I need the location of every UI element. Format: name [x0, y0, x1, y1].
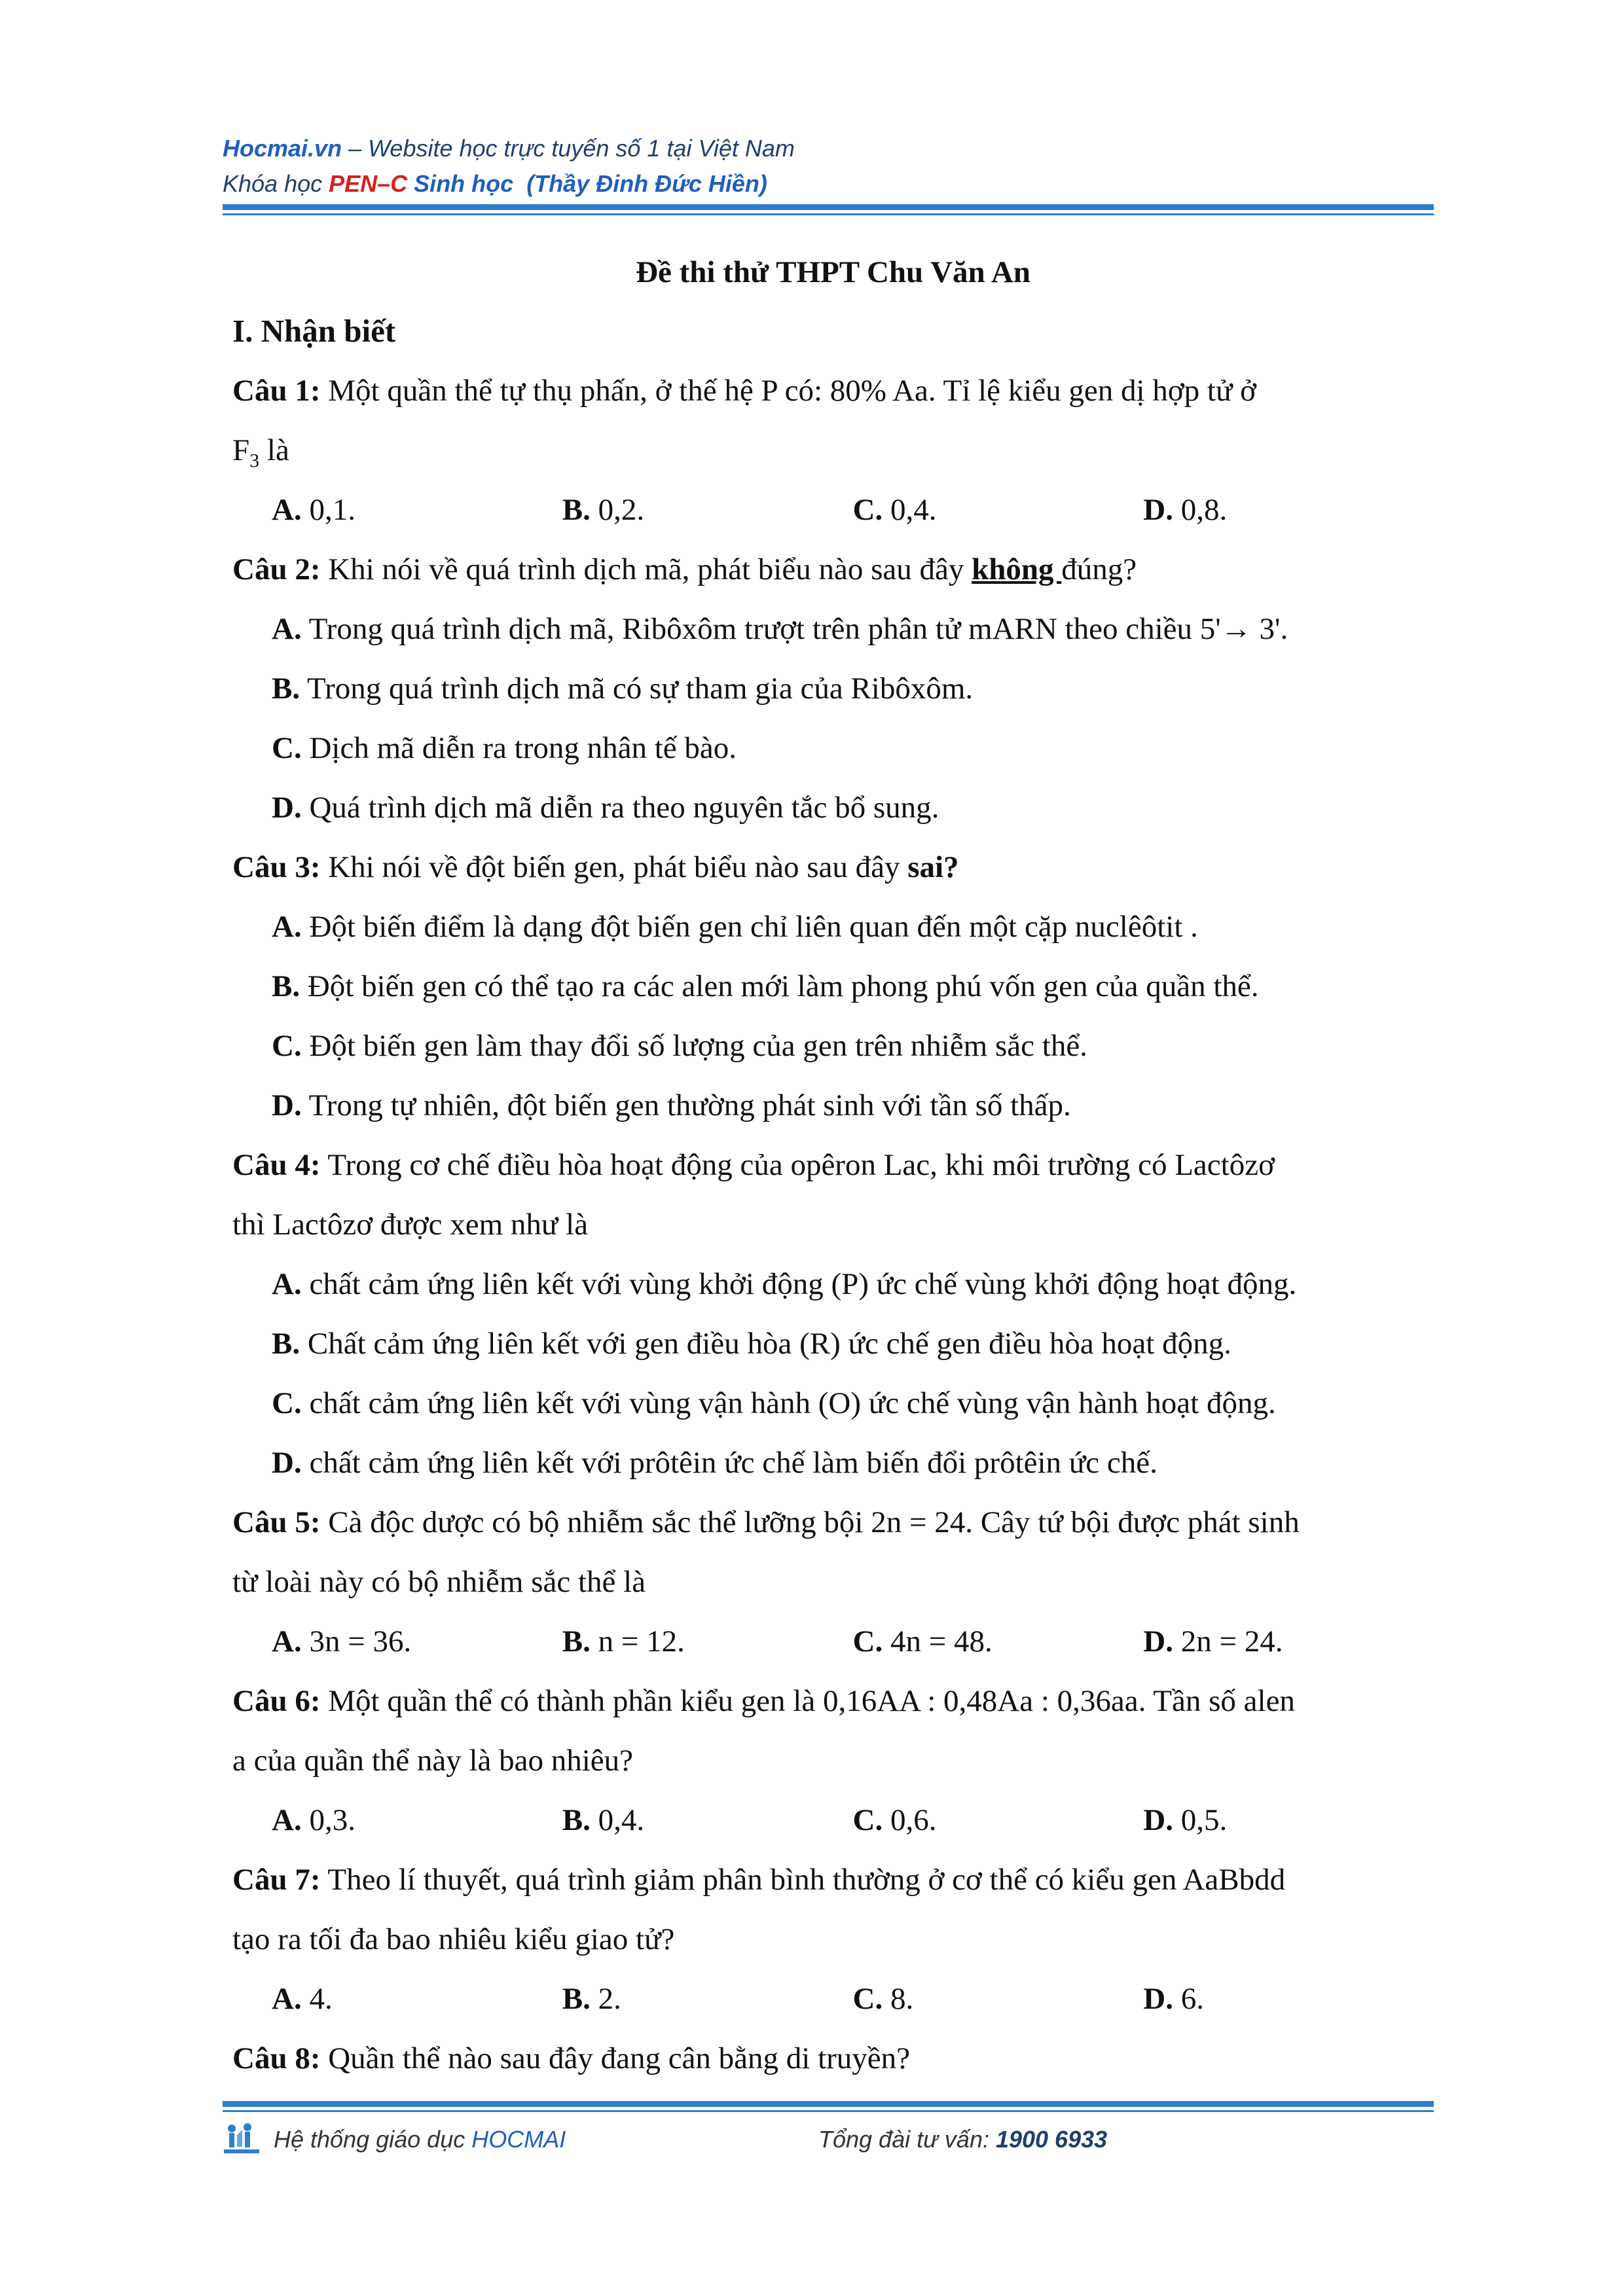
- option-a[interactable]: [272, 480, 562, 540]
- option-text: Trong quá trình dịch mã có sự tham gia của Ribôxôm.: [300, 672, 974, 706]
- options-grid: [232, 480, 1434, 540]
- option-c[interactable]: [232, 1374, 1434, 1433]
- option-d[interactable]: [232, 1076, 1434, 1136]
- question-5: [232, 1493, 1434, 1672]
- header-brand[interactable]: Hocmai.vn: [223, 135, 342, 162]
- option-d[interactable]: [1143, 1612, 1434, 1672]
- question-3: [232, 838, 1434, 1136]
- option-text: 0,8.: [1173, 493, 1228, 527]
- option-text: Dịch mã diễn ra trong nhân tế bào.: [301, 731, 737, 765]
- option-c[interactable]: [853, 480, 1144, 540]
- question-text: tạo ra tối đa bao nhiêu kiểu giao tử?: [232, 1922, 675, 1956]
- option-c[interactable]: [853, 1612, 1144, 1672]
- question-1: [232, 361, 1434, 540]
- option-label: B.: [272, 969, 301, 1003]
- course-pen: PEN–C: [329, 170, 408, 197]
- question-6: [232, 1672, 1434, 1850]
- option-label: C.: [852, 1982, 883, 2016]
- options-grid: [232, 1969, 1434, 2029]
- option-a[interactable]: [232, 897, 1434, 957]
- option-d[interactable]: [232, 778, 1434, 838]
- option-b[interactable]: [232, 957, 1434, 1016]
- section-heading: I. Nhận biết: [232, 313, 396, 349]
- hotline-number[interactable]: 1900 6933: [995, 2126, 1108, 2153]
- option-text: Chất cảm ứng liên kết với gen điều hòa (R) ức chế gen điều hòa hoạt động.: [300, 1327, 1231, 1361]
- question-label: Câu 2:: [232, 552, 321, 586]
- option-label: C.: [272, 1029, 302, 1063]
- option-text: Trong tự nhiên, đột biến gen thường phát sinh với tần số thấp.: [301, 1088, 1071, 1122]
- option-text: 4.: [301, 1982, 333, 2016]
- question-label: Câu 6:: [232, 1684, 321, 1718]
- option-label: A.: [272, 493, 302, 527]
- option-text: 0,4.: [590, 1803, 645, 1837]
- option-text: chất cảm ứng liên kết với vùng vận hành (O) ức chế vùng vận hành hoạt động.: [301, 1386, 1276, 1420]
- question-text: Một quần thể có thành phần kiểu gen là 0,16AA : 0,48Aa : 0,36aa. Tần số alen: [320, 1684, 1295, 1718]
- option-a[interactable]: [232, 1255, 1434, 1314]
- question-text: F: [232, 433, 250, 467]
- option-text: chất cảm ứng liên kết với vùng khởi động (P) ức chế vùng khởi động hoạt động.: [301, 1267, 1297, 1301]
- option-a[interactable]: [232, 600, 1434, 659]
- option-label: A.: [272, 1982, 302, 2016]
- option-d[interactable]: [1143, 1969, 1434, 2029]
- option-text: Đột biến gen làm thay đổi số lượng của gen trên nhiễm sắc thể.: [301, 1029, 1087, 1063]
- option-text: 2n = 24.: [1173, 1624, 1283, 1659]
- hocmai-logo-icon: [223, 2121, 261, 2155]
- option-label: D.: [272, 791, 302, 825]
- question-text: từ loài này có bộ nhiễm sắc thể là: [232, 1565, 646, 1599]
- option-text: 0,5.: [1173, 1803, 1228, 1837]
- option-c[interactable]: [853, 1791, 1144, 1850]
- option-text: Đột biến điểm là dạng đột biến gen chỉ liên quan đến một cặp nuclêôtit .: [301, 910, 1198, 944]
- question-4: [232, 1136, 1434, 1493]
- option-label: C.: [852, 1803, 883, 1837]
- option-label: A.: [272, 1803, 302, 1837]
- page-footer: [223, 2121, 1434, 2160]
- option-b[interactable]: [562, 1791, 853, 1850]
- option-text: 4n = 48.: [883, 1624, 993, 1659]
- question-text: Khi nói về quá trình dịch mã, phát biểu nào sau đây: [320, 552, 972, 586]
- question-7: [232, 1850, 1434, 2029]
- course-subject: Sinh học: [407, 170, 514, 197]
- option-label: D.: [1143, 1803, 1173, 1837]
- option-text: 0,4.: [883, 493, 937, 527]
- option-label: D.: [1143, 493, 1173, 527]
- footer-system: [274, 2126, 566, 2153]
- header-divider: [223, 204, 1434, 215]
- option-label: C.: [272, 731, 302, 765]
- footer-brand[interactable]: HOCMAI: [471, 2126, 566, 2153]
- option-b[interactable]: [562, 1969, 853, 2029]
- question-emphasis: không: [972, 552, 1062, 586]
- header-line-1: [223, 131, 1434, 166]
- option-label: B.: [562, 1624, 591, 1659]
- question-text: đúng?: [1061, 552, 1137, 586]
- option-c[interactable]: [853, 1969, 1144, 2029]
- question-text: Một quần thể tự thụ phấn, ở thế hệ P có: 80% Aa. Tỉ lệ kiểu gen dị hợp tử ở: [320, 374, 1257, 408]
- header-line-2: [223, 166, 1434, 202]
- question-text: Theo lí thuyết, quá trình giảm phân bình thường ở cơ thể có kiểu gen AaBbdd: [320, 1863, 1286, 1897]
- question-text: Khi nói về đột biến gen, phát biểu nào sau đây: [320, 850, 908, 884]
- option-text: 8.: [883, 1982, 914, 2016]
- option-text: 2.: [590, 1982, 621, 2016]
- question-text: Cà độc dược có bộ nhiễm sắc thể lưỡng bội 2n = 24. Cây tứ bội được phát sinh: [320, 1505, 1300, 1539]
- option-label: B.: [562, 493, 591, 527]
- option-text: Đột biến gen có thể tạo ra các alen mới làm phong phú vốn gen của quần thể.: [300, 969, 1259, 1003]
- option-text: 0,6.: [883, 1803, 937, 1837]
- option-text: chất cảm ứng liên kết với prôtêin ức chế làm biến đổi prôtêin ức chế.: [301, 1446, 1158, 1480]
- question-8: [232, 2029, 1434, 2089]
- option-label: C.: [272, 1386, 302, 1420]
- option-d[interactable]: [232, 1433, 1434, 1493]
- option-b[interactable]: [232, 1314, 1434, 1374]
- footer-divider: [223, 2101, 1434, 2112]
- question-label: Câu 3:: [232, 850, 321, 884]
- option-a[interactable]: [272, 1969, 562, 2029]
- question-label: Câu 7:: [232, 1863, 321, 1897]
- option-label: A.: [272, 910, 302, 944]
- course-prefix: Khóa học: [223, 170, 329, 197]
- question-text: Trong cơ chế điều hòa hoạt động của opêron Lac, khi môi trường có Lactôzơ: [320, 1148, 1275, 1182]
- question-2: [232, 540, 1434, 838]
- exam-title: Đề thi thử THPT Chu Văn An: [636, 255, 1030, 289]
- option-text: Quá trình dịch mã diễn ra theo nguyên tắc bổ sung.: [301, 791, 939, 825]
- question-text: thì Lactôzơ được xem như là: [232, 1208, 589, 1242]
- option-label: B.: [272, 672, 301, 706]
- option-label: C.: [852, 493, 883, 527]
- option-label: C.: [852, 1624, 883, 1659]
- footer-hotline: [818, 2126, 1107, 2153]
- question-text: là: [259, 433, 289, 467]
- question-emphasis: sai?: [907, 850, 959, 884]
- question-label: Câu 8:: [232, 2041, 321, 2075]
- option-text: 0,3.: [301, 1803, 356, 1837]
- option-label: B.: [272, 1327, 301, 1361]
- option-label: D.: [272, 1088, 302, 1122]
- option-c[interactable]: [232, 1016, 1434, 1076]
- footer-text: Tổng đài tư vấn:: [818, 2126, 996, 2153]
- option-b[interactable]: [562, 1612, 853, 1672]
- subscript: 3: [249, 450, 260, 472]
- footer-text: Hệ thống giáo dục: [274, 2126, 472, 2153]
- page-header: [223, 131, 1434, 202]
- option-label: D.: [272, 1446, 302, 1480]
- option-d[interactable]: [1143, 480, 1434, 540]
- question-label: Câu 1:: [232, 374, 321, 408]
- option-text: 3n = 36.: [301, 1624, 412, 1659]
- option-text: 0,1.: [301, 493, 356, 527]
- option-b[interactable]: [232, 659, 1434, 719]
- option-label: B.: [562, 1803, 591, 1837]
- question-text: Quần thể nào sau đây đang cân bằng di truyền?: [320, 2041, 911, 2075]
- option-label: A.: [272, 1624, 302, 1659]
- option-label: A.: [272, 1267, 302, 1301]
- option-label: B.: [562, 1982, 591, 2016]
- question-label: Câu 5:: [232, 1505, 321, 1539]
- option-text: n = 12.: [590, 1624, 685, 1659]
- header-tagline: – Website học trực tuyến số 1 tại Việt Nam: [342, 135, 795, 162]
- option-b[interactable]: [562, 480, 853, 540]
- option-label: D.: [1143, 1624, 1173, 1659]
- option-d[interactable]: [1143, 1791, 1434, 1850]
- question-text: a của quần thể này là bao nhiêu?: [232, 1744, 634, 1778]
- option-c[interactable]: [232, 719, 1434, 778]
- option-text: 6.: [1173, 1982, 1204, 2016]
- option-label: A.: [272, 612, 302, 646]
- question-label: Câu 4:: [232, 1148, 321, 1182]
- course-teacher: (Thầy Đinh Đức Hiền): [526, 170, 767, 197]
- option-label: D.: [1143, 1982, 1173, 2016]
- options-grid: [232, 1612, 1434, 1672]
- option-text: 0,2.: [590, 493, 645, 527]
- option-a[interactable]: [272, 1612, 562, 1672]
- option-text: Trong quá trình dịch mã, Ribôxôm trượt trên phân tử mARN theo chiều 5'→ 3'.: [301, 612, 1288, 646]
- exam-content: [232, 243, 1434, 2089]
- options-grid: [232, 1791, 1434, 1850]
- option-a[interactable]: [272, 1791, 562, 1850]
